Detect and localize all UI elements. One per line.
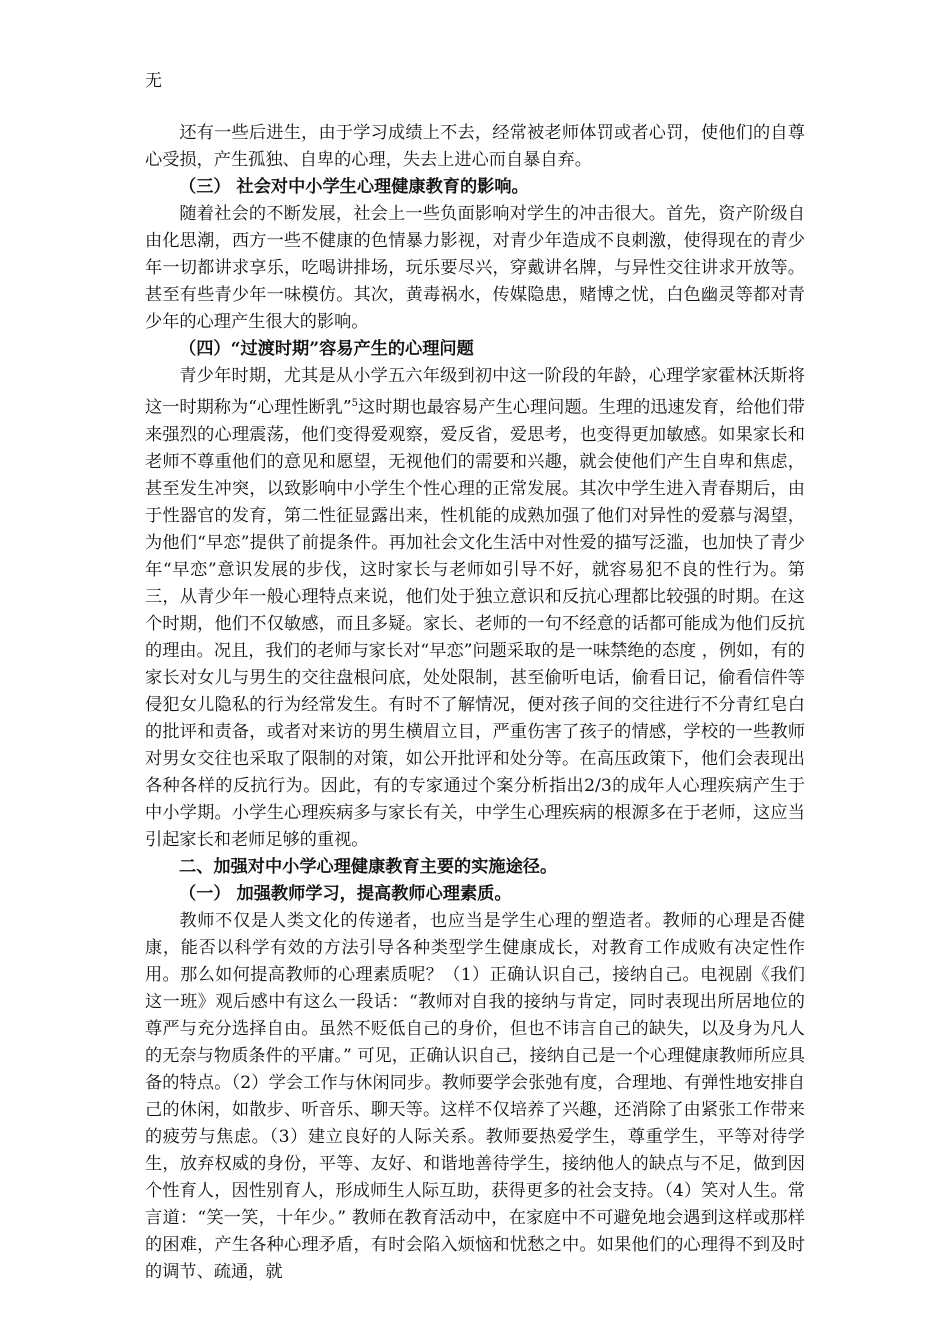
- paragraph: 随着社会的不断发展，社会上一些负面影响对学生的冲击很大。首先，资产阶级自由化思潮，西方一些不健康的色情暴力影视，对青少年造成不良刺激，使得现在的青少年一切都讲求享乐，吃喝讲排场，玩乐要尽兴，穿戴讲名牌，与异性交往讲求开放等。甚至有些青少年一味模仿。其次，黄毒祸水，传媒隐患，赌博之忧，白色幽灵等都对青少年的心理产生很大的影响。: [145, 204, 805, 332]
- paragraph-text: 青少年时期，尤其是从小学五六年级到初中这一阶段的年龄，心理学家霍林沃斯将这一时期称为“心理性断乳”: [145, 366, 805, 418]
- section-heading: （三） 社会对中小学生心理健康教育的影响。: [179, 177, 529, 197]
- paragraph: 还有一些后进生，由于学习成绩上不去，经常被老师体罚或者心罚，使他们的自尊心受损，产生孤独、自卑的心理，失去上进心而自暴自弃。: [145, 123, 805, 170]
- document-body: [145, 120, 805, 1286]
- paragraph-text: 这时期也最容易产生心理问题。生理的迅速发育，给他们带来强烈的心理震荡，他们变得爱观察，爱反省，爱思考，也变得更加敏感。如果家长和老师不尊重他们的意见和愿望，无视他们的需要和兴趣，就会使他们产生自卑和焦虑，甚至发生冲突，以致影响中小学生个性心理的正常发展。其次中学生进入青春期后，由于性器官的发育，第二性征显露出来，性机能的成熟加强了他们对异性的爱慕与渴望，为他们“早恋”提供了前提条件。再加社会文化生活中对性爱的描写泛滥，也加快了青少年“早恋”意识发展的步伐，这时家长与老师如引导不好，就容易犯不良的性行为。第三，从青少年一般心理特点来说，他们处于独立意识和反抗心理都比较强的时期。在这个时期，他们不仅敏感，而且多疑。家长、老师的一句不经意的话都可能成为他们反抗的理由。况且，我们的老师与家长对“早恋”问题采取的是一味禁绝的态度 ，例如，有的家长对女儿与男生的交往盘根问底，处处限制，甚至偷听电话，偷看日记，偷看信件等侵犯女儿隐私的行为经常发生。有时不了解情况，便对孩子间的交往进行不分青红皂白的批评和责备，或者对来访的男生横眉立目，严重伤害了孩子的情感，学校的一些教师对男女交往也采取了限制的对策，如公开批评和处分等。在高压政策下，他们会表现出各种各样的反抗行为。因此，有的专家通过个案分析指出2/3的成年人心理疾病产生于中小学期。小学生心理疾病多与家长有关，中学生心理疾病的根源多在于老师，这应当引起家长和老师足够的重视。: [145, 397, 805, 850]
- paragraph: [145, 363, 805, 854]
- section-heading: （一） 加强教师学习，提高教师心理素质。: [179, 883, 512, 904]
- page-header: 无: [145, 71, 162, 91]
- paragraph: 教师不仅是人类文化的传递者，也应当是学生心理的塑造者。教师的心理是否健康，能否以科学有效的方法引导各种类型学生健康成长，对教育工作成败有决定性作用。那么如何提高教师的心理素质呢？（1）正确认识自己，接纳自己。电视剧《我们这一班》观后感中有这么一段话：“教师对自我的接纳与肯定，同时表现出所居地位的尊严与充分选择自由。虽然不贬低自己的身价，但也不讳言自己的缺失，以及身为凡人的无奈与物质条件的平庸。” 可见，正确认识自己，接纳自己是一个心理健康教师所应具备的特点。（2）学会工作与休闲同步。教师要学会张弛有度，合理地、有弹性地安排自己的休闲，如散步、听音乐、聊天等。这样不仅培养了兴趣，还消除了由紧张工作带来的疲劳与焦虑。（3）建立良好的人际关系。教师要热爱学生，尊重学生，平等对待学生，放弃权威的身份，平等、友好、和谐地善待学生，接纳他人的缺点与不足，做到因个性育人，因性别育人，形成师生人际互助，获得更多的社会支持。（4）笑对人生。常言道：“笑一笑，十年少。” 教师在教育活动中，在家庭中不可避免地会遇到这样或那样的困难，产生各种心理矛盾，有时会陷入烦恼和忧愁之中。如果他们的心理得不到及时的调节、疏通，就: [145, 910, 805, 1282]
- chapter-heading: 二、加强对中小学心理健康教育主要的实施途径。: [179, 856, 558, 877]
- section-heading: （四）“过渡时期”容易产生的心理问题: [179, 339, 474, 359]
- footnote-marker: 5: [351, 398, 359, 409]
